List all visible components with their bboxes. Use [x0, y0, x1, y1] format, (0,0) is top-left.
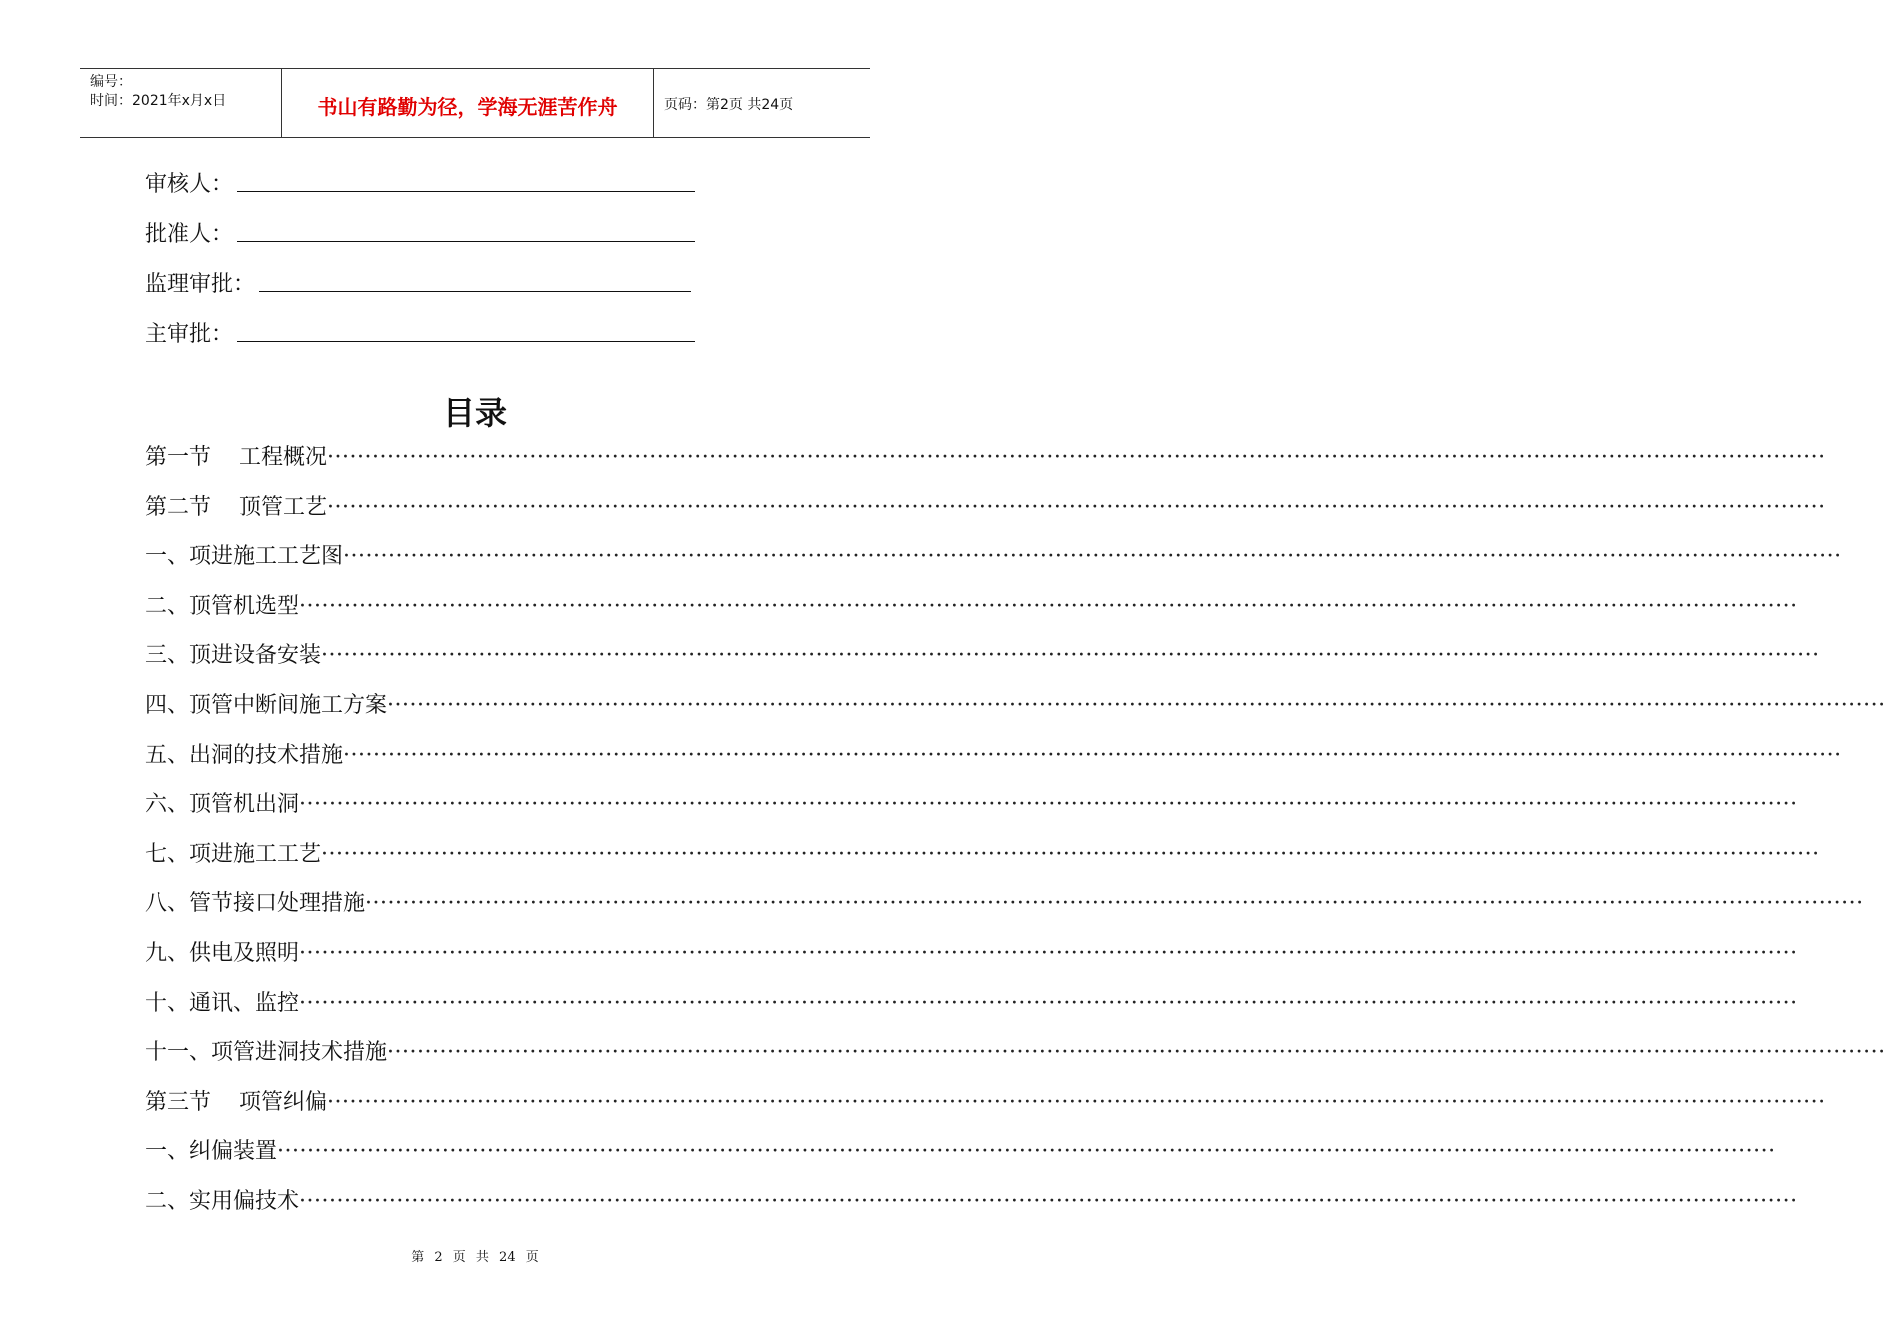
- toc-item-prefix: 第二节: [145, 494, 212, 520]
- toc-item-label: 十一、项管进洞技术措施: [145, 1040, 388, 1066]
- toc-item-leader: ········································································································································································································: [365, 891, 1864, 917]
- toc-item[interactable]: [145, 789, 1798, 821]
- toc-item-leader: ········································································································································································································: [327, 445, 1826, 470]
- toc-item[interactable]: [145, 492, 1826, 524]
- toc-item-leader: ········································································································································································································: [321, 643, 1820, 669]
- toc-item-prefix: 第一节: [145, 445, 212, 470]
- toc-item-prefix: 第三节: [145, 1089, 212, 1115]
- toc-item[interactable]: [145, 591, 1798, 623]
- signature-label: 监理审批：: [145, 272, 256, 297]
- toc-item-leader: ········································································································································································································: [343, 742, 1842, 768]
- toc-item-leader: ········································································································································································································: [327, 494, 1826, 520]
- toc-item[interactable]: [145, 541, 1842, 573]
- toc-title: 目录: [442, 394, 507, 432]
- toc-item-leader: ········································································································································································································: [299, 1189, 1798, 1214]
- toc-item-leader: ········································································································································································································: [387, 693, 1886, 718]
- toc-item-leader: ········································································································································································································: [299, 941, 1798, 966]
- toc-item-label: 二、顶管机选型: [145, 593, 300, 619]
- toc-item[interactable]: [145, 740, 1842, 772]
- header-time: 时间：2021年x月x日: [90, 93, 227, 109]
- toc-item[interactable]: [145, 640, 1820, 672]
- signature-line: [237, 340, 695, 342]
- toc-item-label: 八、管节接口处理措施: [145, 891, 366, 917]
- toc-item-leader: ········································································································································································································: [299, 990, 1798, 1016]
- toc-item[interactable]: [145, 1087, 1826, 1119]
- toc-item-label: 五、出洞的技术措施: [145, 742, 344, 768]
- toc-item-label: 十、通讯、监控: [145, 990, 300, 1016]
- toc-item[interactable]: [145, 1037, 1886, 1069]
- toc-item-label: 顶管工艺: [239, 494, 328, 520]
- toc-item-label: 四、顶管中断间施工方案: [145, 693, 388, 718]
- signature-row-supervisor: [145, 268, 691, 298]
- toc-item-leader: ········································································································································································································: [277, 1139, 1776, 1165]
- toc-item[interactable]: [145, 1136, 1776, 1168]
- toc-item-leader: ········································································································································································································: [387, 1040, 1886, 1066]
- page-header: [80, 68, 870, 138]
- toc-item-label: 项管纠偏: [239, 1089, 328, 1115]
- toc-item[interactable]: [145, 690, 1886, 722]
- header-motto: 书山有路勤为径，学海无涯苦作舟: [282, 69, 654, 137]
- toc-item-label: 一、纠偏装置: [145, 1139, 278, 1165]
- toc-item[interactable]: [145, 839, 1820, 871]
- toc-item[interactable]: [145, 938, 1798, 970]
- signature-row-approver: [145, 218, 695, 248]
- toc-item-leader: ········································································································································································································: [321, 841, 1820, 867]
- header-number: 编号：: [90, 74, 132, 90]
- toc-item-label: 一、项进施工工艺图: [145, 544, 344, 570]
- toc-item-leader: ········································································································································································································: [327, 1089, 1826, 1115]
- signature-line: [237, 190, 695, 192]
- header-meta: [80, 69, 282, 137]
- signature-line: [259, 290, 691, 292]
- toc-item[interactable]: [145, 442, 1826, 474]
- toc-item-leader: ········································································································································································································: [299, 792, 1798, 818]
- signature-label: 主审批：: [145, 322, 234, 347]
- signature-line: [237, 240, 695, 242]
- toc-item[interactable]: [145, 888, 1864, 920]
- toc-item-label: 三、顶进设备安装: [145, 643, 322, 669]
- toc-item-leader: ········································································································································································································: [299, 593, 1798, 619]
- toc-item[interactable]: [145, 1186, 1798, 1218]
- toc-item[interactable]: [145, 988, 1798, 1020]
- toc-item-label: 二、实用偏技术: [145, 1189, 300, 1214]
- toc-item-label: 六、顶管机出洞: [145, 792, 300, 818]
- toc-item-leader: ········································································································································································································: [343, 544, 1842, 570]
- header-page-info: 页码：第2页 共24页: [664, 97, 794, 113]
- toc-item-label: 工程概况: [239, 445, 328, 470]
- signature-row-chief: [145, 318, 695, 348]
- signature-label: 批准人：: [145, 222, 234, 247]
- signature-label: 审核人：: [145, 172, 234, 197]
- page-footer: 第 2 页 共 24 页: [411, 1250, 539, 1265]
- toc-item-label: 九、供电及照明: [145, 941, 300, 966]
- signature-row-reviewer: [145, 168, 695, 198]
- toc-item-label: 七、项进施工工艺: [145, 841, 322, 867]
